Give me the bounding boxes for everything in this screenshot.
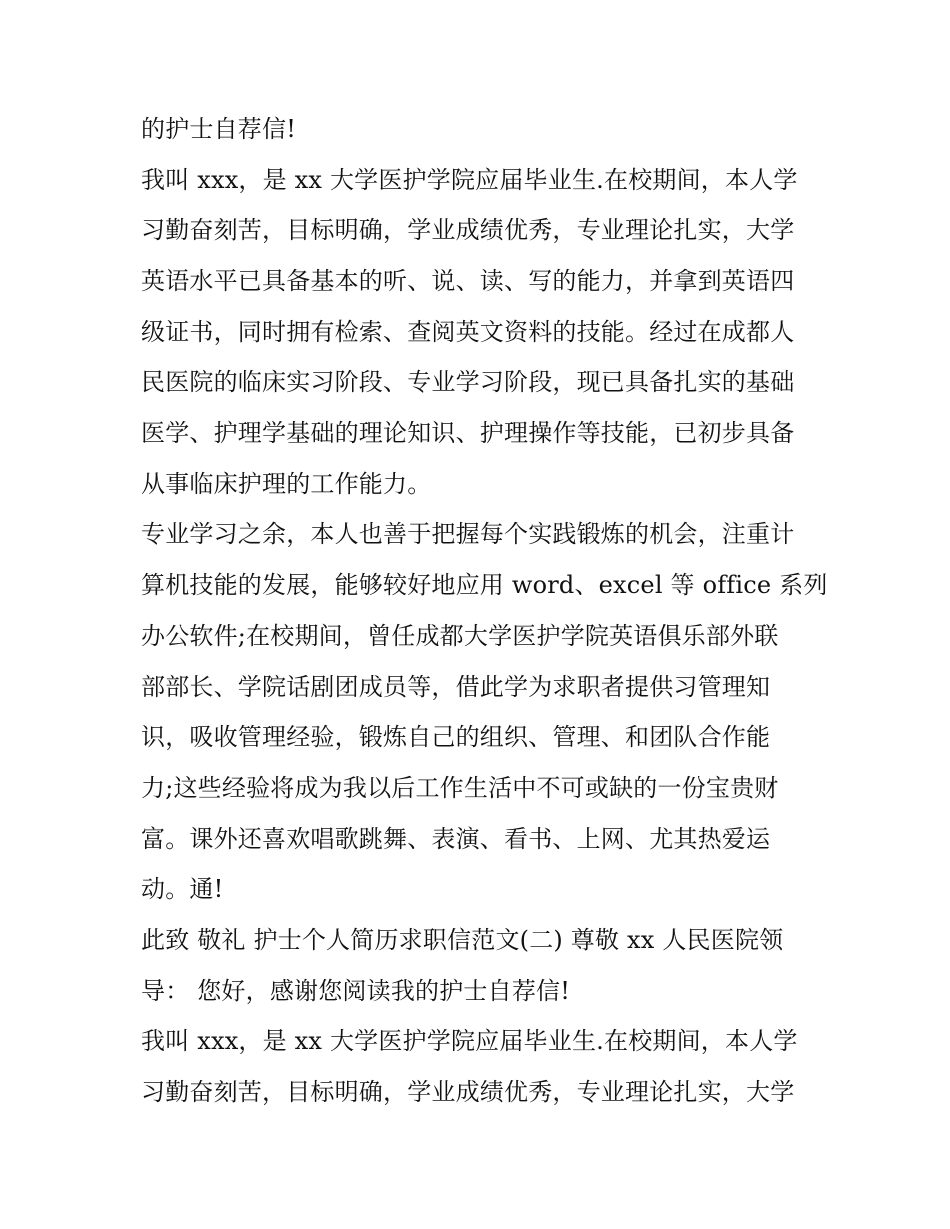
text-line: 级证书，同时拥有检索、查阅英文资料的技能。经过在成都人 [141, 318, 795, 346]
text-line: 习勤奋刻苦，目标明确，学业成绩优秀，专业理论扎实，大学 [141, 1078, 795, 1106]
text-line: 部部长、学院话剧团成员等，借此学为求职者提供习管理知 [141, 673, 771, 701]
text-line: 富。课外还喜欢唱歌跳舞、表演、看书、上网、尤其热爱运 [141, 825, 771, 853]
text-line: 办公软件;在校期间，曾任成都大学医护学院英语俱乐部外联 [141, 622, 779, 650]
text-line: 导： 您好，感谢您阅读我的护士自荐信! [141, 977, 571, 1005]
text-line: 英语水平已具备基本的听、说、读、写的能力，并拿到英语四 [141, 267, 795, 295]
text-line: 习勤奋刻苦，目标明确，学业成绩优秀，专业理论扎实，大学 [141, 216, 795, 244]
text-line: 从事临床护理的工作能力。 [141, 470, 432, 498]
text-line: 我叫 xxx，是 xx 大学医护学院应届毕业生.在校期间，本人学 [141, 166, 798, 194]
text-line: 识，吸收管理经验，锻炼自己的组织、管理、和团队合作能 [141, 723, 771, 751]
text-line: 我叫 xxx，是 xx 大学医护学院应届毕业生.在校期间，本人学 [141, 1027, 798, 1055]
text-line: 民医院的临床实习阶段、专业学习阶段，现已具备扎实的基础 [141, 368, 795, 396]
text-line: 力;这些经验将成为我以后工作生活中不可或缺的一份宝贵财 [141, 774, 779, 802]
text-line: 算机技能的发展，能够较好地应用 word、excel 等 office 系列 [141, 571, 828, 599]
text-line: 动。通! [141, 875, 224, 903]
text-line: 专业学习之余，本人也善于把握每个实践锻炼的机会，注重计 [141, 520, 795, 548]
text-line: 医学、护理学基础的理论知识、护理操作等技能，已初步具备 [141, 419, 795, 447]
text-line: 的护士自荐信! [141, 115, 297, 143]
text-line: 此致 敬礼 护士个人简历求职信范文(二) 尊敬 xx 人民医院领 [141, 926, 784, 954]
